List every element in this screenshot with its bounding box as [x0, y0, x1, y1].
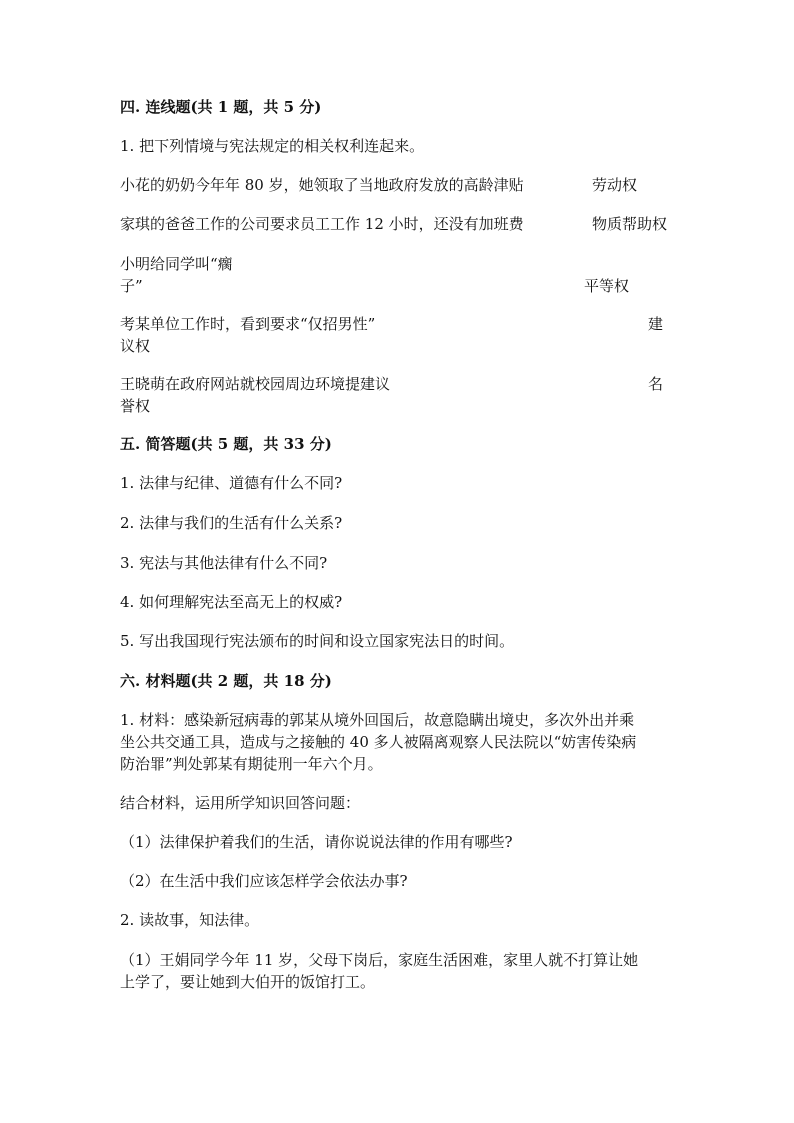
matching-left-5: 王晓萌在政府网站就校园周边环境提建议: [120, 375, 391, 393]
material-2-sub1-line2: 上学了，要让她到大伯开的饭馆打工。: [120, 973, 376, 991]
material-2-sub1-line1: （1）王娟同学今年 11 岁，父母下岗后，家庭生活困难，家里人就不打算让她: [120, 951, 639, 969]
matching-right-5-part1: 名: [648, 375, 664, 393]
matching-right-3: 平等权: [584, 277, 630, 295]
matching-left-2: 家琪的爸爸工作的公司要求员工工作 12 小时，还没有加班费: [120, 215, 524, 233]
matching-right-4-part1: 建: [648, 315, 664, 333]
section4-heading: 四. 连线题(共 1 题，共 5 分): [120, 98, 322, 116]
material-1-sub1: （1）法律保护着我们的生活，请你说说法律的作用有哪些?: [120, 833, 513, 851]
matching-right-1: 劳动权: [592, 176, 638, 194]
material-1-line3: 防治罪”判处郭某有期徒刑一年六个月。: [120, 755, 383, 773]
short-answer-5: 5. 写出我国现行宪法颁布的时间和设立国家宪法日的时间。: [120, 632, 515, 650]
matching-left-4: 考某单位工作时，看到要求“仅招男性”: [120, 315, 376, 333]
matching-left-3-line1: 小明给同学叫“瘸: [120, 255, 233, 273]
short-answer-2: 2. 法律与我们的生活有什么关系?: [120, 514, 343, 532]
material-1-line1: 1. 材料：感染新冠病毒的郭某从境外回国后，故意隐瞒出境史，多次外出并乘: [120, 711, 635, 729]
material-1-sub2: （2）在生活中我们应该怎样学会依法办事?: [120, 872, 408, 890]
matching-left-1: 小花的奶奶今年年 80 岁，她领取了当地政府发放的高龄津贴: [120, 176, 524, 194]
material-1-line2: 坐公共交通工具，造成与之接触的 40 多人被隔离观察人民法院以“妨害传染病: [120, 733, 637, 751]
material-1-prompt: 结合材料，运用所学知识回答问题：: [120, 794, 361, 812]
matching-left-3-line2: 子”: [120, 277, 143, 295]
matching-right-2: 物质帮助权: [592, 215, 668, 233]
section5-heading: 五. 简答题(共 5 题，共 33 分): [120, 435, 332, 453]
section6-heading: 六. 材料题(共 2 题，共 18 分): [120, 672, 332, 690]
short-answer-1: 1. 法律与纪律、道德有什么不同?: [120, 474, 343, 492]
matching-right-4-part2: 议权: [120, 337, 151, 355]
short-answer-4: 4. 如何理解宪法至高无上的权威?: [120, 593, 343, 611]
material-2: 2. 读故事，知法律。: [120, 911, 260, 929]
question-1-matching: 1. 把下列情境与宪法规定的相关权利连起来。: [120, 137, 425, 155]
short-answer-3: 3. 宪法与其他法律有什么不同?: [120, 554, 328, 572]
matching-right-5-part2: 誉权: [120, 397, 151, 415]
